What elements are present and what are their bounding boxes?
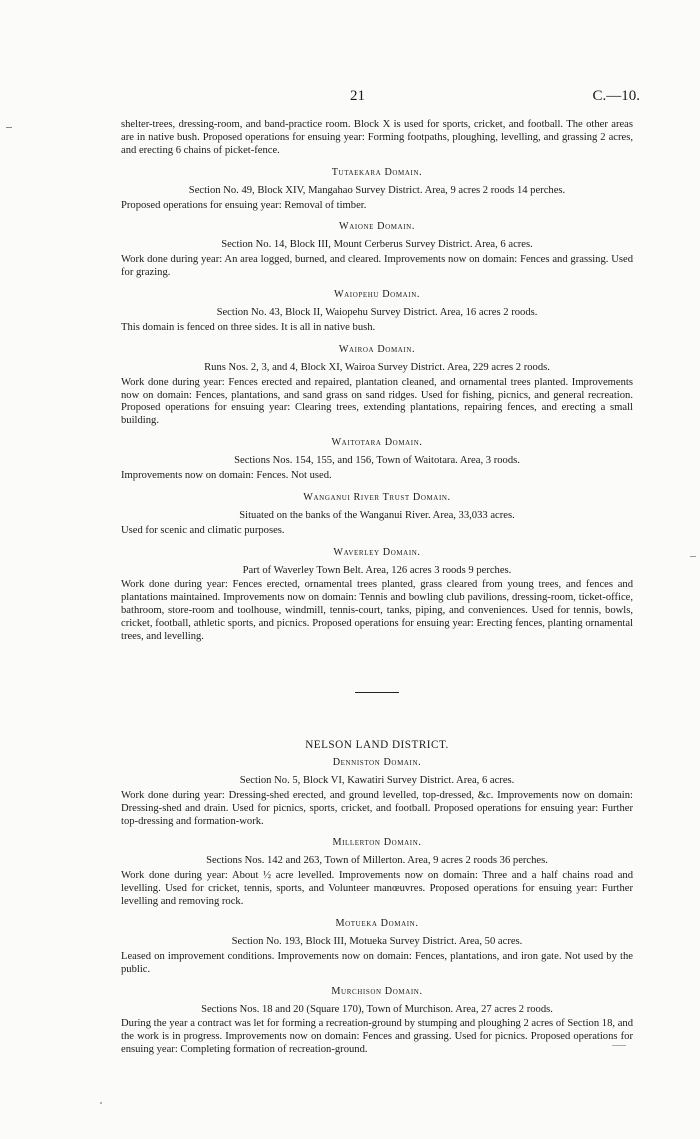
domain-text: During the year a contract was let for forming a recreation-ground by stumping and ploughing 2 acres of Section 18, and the work is in progress. Improvements now on domain: Fences and grassing. Used for picnics. Proposed operations for ensuing year: Completing formation of recreation-ground. [121, 1018, 633, 1056]
domain-section: Runs Nos. 2, 3, and 4, Block XI, Wairoa Survey District. Area, 229 acres 2 roods. [204, 361, 550, 373]
domain-heading: Murchison Domain. [331, 985, 423, 997]
domain-block [121, 437, 633, 483]
domain-heading: Motueka Domain. [335, 917, 419, 929]
domain-text: Work done during year: An area logged, burned, and cleared. Improvements now on domain: Fences and grassing. Used for grazing. [121, 254, 633, 279]
domain-text: Improvements now on domain: Fences. Not used. [121, 470, 332, 482]
domain-heading: Waitotara Domain. [331, 437, 423, 449]
domain-section: Situated on the banks of the Wanganui River. Area, 33,033 acres. [239, 509, 515, 521]
domain-section: Sections Nos. 142 and 263, Town of Millerton. Area, 9 acres 2 roods 36 perches. [206, 855, 548, 867]
domain-heading: Denniston Domain. [332, 756, 422, 768]
domain-section: Section No. 14, Block III, Mount Cerberus Survey District. Area, 6 acres. [221, 239, 533, 251]
domain-block [121, 221, 633, 280]
domain-text: Proposed operations for ensuing year: Removal of timber. [121, 199, 367, 211]
domain-heading: Waverley Domain. [333, 546, 421, 558]
domain-block [121, 344, 633, 428]
domain-heading: Tutaekara Domain. [331, 166, 423, 178]
domain-section: Section No. 43, Block II, Waiopehu Survey District. Area, 16 acres 2 roods. [216, 306, 538, 318]
domain-block [121, 918, 633, 977]
domain-heading: Waiopehu Domain. [333, 289, 421, 301]
domain-section: Part of Waverley Town Belt. Area, 126 acres 3 roods 9 perches. [242, 564, 512, 576]
domain-text: Leased on improvement conditions. Improvements now on domain: Fences, plantations, and iron gate. Not used by the public. [121, 950, 633, 975]
scan-speck [100, 1102, 102, 1104]
domain-heading: Millerton Domain. [332, 837, 422, 849]
domain-block [121, 986, 633, 1058]
domain-section: Section No. 5, Block VI, Kawatiri Survey District. Area, 6 acres. [239, 774, 515, 786]
page-header [0, 88, 700, 108]
domain-section: Section No. 49, Block XIV, Mangahao Survey District. Area, 9 acres 2 roods 14 perches. [188, 184, 566, 196]
domain-block [121, 167, 633, 213]
domain-text: Work done during year: Fences erected and repaired, plantation cleaned, and ornamental trees planted. Improvements now on domain: Fences, plantations, and sand grass on sand ridges. Used for fishing, picnics, and general recreation. Proposed operations for ensuing year: Clearing trees, extending plantations, repairing fences, and erecting a small building. [121, 376, 633, 427]
domain-block [121, 492, 633, 538]
domain-heading: Waione Domain. [339, 221, 415, 233]
domain-text: Work done during year: Fences erected, ornamental trees planted, grass cleared from young trees, and fences and plantations maintained. Improvements now on domain: Tennis and bowling club pavilions, dressing-room, ticket-office, bathroom, store-room and toolhouse, windmill, tennis-court, tanks, piping, and conveniences. Used for tennis, bowls, cricket, football, athletic sports, and picnics. Proposed operations for ensuing year: Erecting fences, planting ornamental trees, and levelling. [121, 579, 633, 643]
domain-block [121, 289, 633, 335]
domain-section: Sections Nos. 154, 155, and 156, Town of Waitotara. Area, 3 roods. [234, 455, 520, 467]
domain-section: Sections Nos. 18 and 20 (Square 170), Town of Murchison. Area, 27 acres 2 roods. [201, 1003, 553, 1015]
district-heading: NELSON LAND DISTRICT. [305, 739, 449, 751]
domain-block [121, 547, 633, 644]
domain-text: Work done during year: Dressing-shed erected, and ground levelled, top-dressed, &c. Improvements now on domain: Dressing-shed and drain. Used for picnics, sports, cricket, and football. Proposed operations for ensuing year: Further top-dressing and formation-work. [121, 789, 633, 827]
page-number: 21 [350, 88, 365, 104]
domain-text: This domain is fenced on three sides. It is all in native bush. [121, 321, 376, 333]
margin-mark [690, 556, 696, 557]
margin-mark [6, 127, 12, 128]
domain-heading: Wairoa Domain. [338, 343, 416, 355]
domain-block [121, 837, 633, 909]
domain-text: Work done during year: About ½ acre levelled. Improvements now on domain: Three and a half chains road and levelling. Used for cricket, tennis, sports, and Volunteer manœuvres. Proposed operations for ensuing year: Further levelling and removing rock. [121, 870, 633, 908]
section-divider [355, 692, 399, 693]
page-body [121, 119, 633, 1057]
domain-text: Used for scenic and climatic purposes. [121, 524, 285, 536]
document-reference: C.—10. [592, 88, 640, 104]
domain-section: Section No. 193, Block III, Motueka Survey District. Area, 50 acres. [231, 935, 523, 947]
domain-block [121, 757, 633, 829]
domain-heading: Wanganui River Trust Domain. [303, 491, 451, 503]
intro-paragraph: shelter-trees, dressing-room, and band-practice room. Block X is used for sports, cricket, and football. The other areas are in native bush. Proposed operations for ensuing year: Forming footpaths, ploughing, levelling, and grassing 2 acres, and erecting 6 chains of picket-fence. [121, 119, 633, 156]
